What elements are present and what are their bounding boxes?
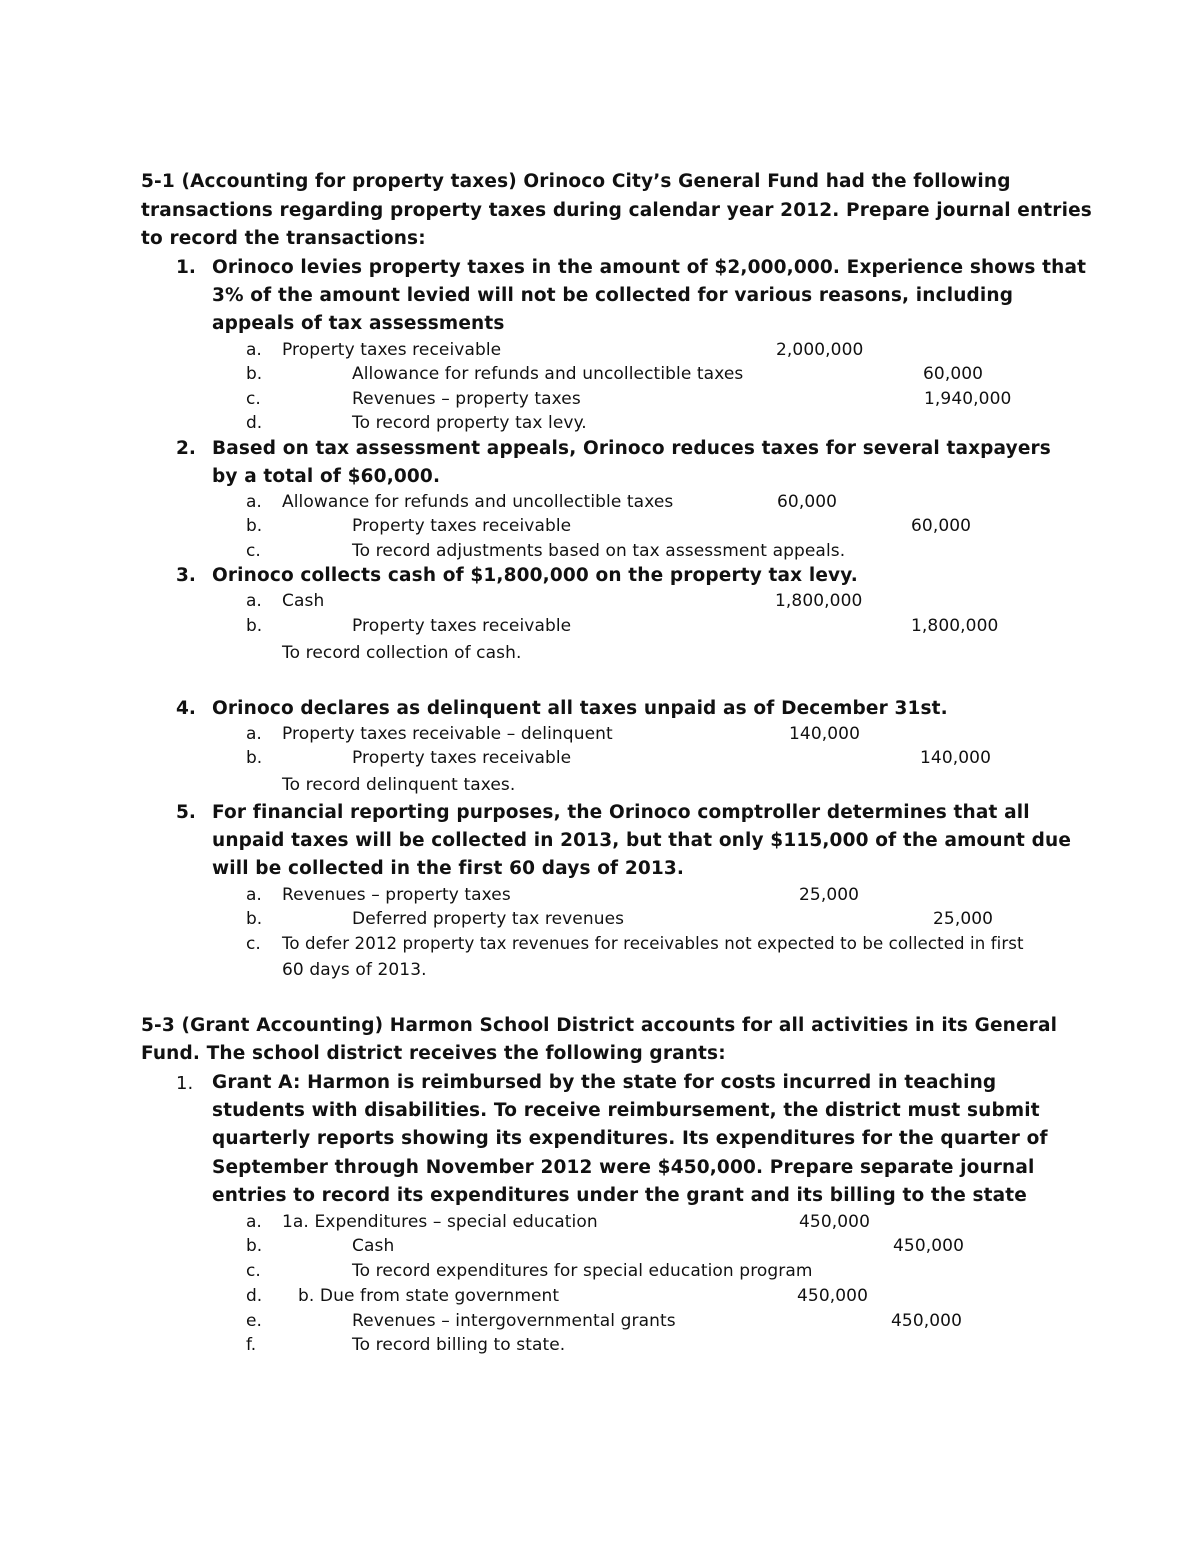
entry-account: Property taxes receivable <box>352 748 572 768</box>
item-number: 1. <box>176 257 196 278</box>
item-text-line: Orinoco declares as delinquent all taxes unpaid as of December 31st. <box>212 698 948 719</box>
item-text-line: 3% of the amount levied will not be collected for various reasons, including <box>212 285 1014 306</box>
entry-account: 1a. Expenditures – special education <box>282 1212 598 1232</box>
entry-marker: d. <box>246 413 263 433</box>
entry-marker: c. <box>246 541 261 561</box>
entry-credit: 60,000 <box>923 364 984 384</box>
item-text-line: For financial reporting purposes, the Orinoco comptroller determines that all <box>212 802 1030 823</box>
item-text-line: Based on tax assessment appeals, Orinoco reduces taxes for several taxpayers <box>212 438 1051 459</box>
entry-debit: 60,000 <box>777 492 838 512</box>
entry-credit: 60,000 <box>911 516 972 536</box>
entry-credit: 25,000 <box>933 909 994 929</box>
entry-explanation: To record adjustments based on tax assessment appeals. <box>352 541 846 561</box>
entry-credit: 1,940,000 <box>924 389 1012 409</box>
entry-marker: a. <box>246 591 262 611</box>
item-text-line: appeals of tax assessments <box>212 313 505 334</box>
entry-account: Deferred property tax revenues <box>352 909 625 929</box>
entry-debit: 450,000 <box>797 1286 868 1306</box>
problem-5-1-heading-line-3: to record the transactions: <box>141 228 426 249</box>
problem-5-1-heading-line-1: 5-1 (Accounting for property taxes) Orinoco City’s General Fund had the following <box>141 171 1011 192</box>
item-text-line: by a total of $60,000. <box>212 466 441 487</box>
item-number: 2. <box>176 438 196 459</box>
item-text-line: Orinoco levies property taxes in the amount of $2,000,000. Experience shows that <box>212 257 1087 278</box>
entry-account: Property taxes receivable <box>352 516 572 536</box>
item-number: 4. <box>176 698 196 719</box>
item-text-line: September through November 2012 were $450,000. Prepare separate journal <box>212 1157 1035 1178</box>
entry-account: b. Due from state government <box>298 1286 560 1306</box>
entry-account: Revenues – property taxes <box>352 389 581 409</box>
item-number: 3. <box>176 565 196 586</box>
entry-marker: b. <box>246 1236 263 1256</box>
entry-marker: b. <box>246 364 263 384</box>
entry-account: Revenues – property taxes <box>282 885 511 905</box>
item-number: 1. <box>176 1073 194 1094</box>
entry-debit: 140,000 <box>789 724 860 744</box>
entry-marker: a. <box>246 885 262 905</box>
entry-explanation: To record delinquent taxes. <box>282 775 516 795</box>
entry-credit: 450,000 <box>891 1311 962 1331</box>
entry-marker: c. <box>246 1261 261 1281</box>
entry-account: Cash <box>352 1236 395 1256</box>
item-text-line: Grant A: Harmon is reimbursed by the state for costs incurred in teaching <box>212 1072 997 1093</box>
item-text-line: students with disabilities. To receive reimbursement, the district must submit <box>212 1100 1040 1121</box>
entry-credit: 1,800,000 <box>911 616 999 636</box>
entry-credit: 450,000 <box>893 1236 964 1256</box>
entry-marker: a. <box>246 340 262 360</box>
entry-marker: b. <box>246 748 263 768</box>
item-text-line: quarterly reports showing its expenditures. Its expenditures for the quarter of <box>212 1128 1048 1149</box>
entry-marker: a. <box>246 1212 262 1232</box>
item-text-line: entries to record its expenditures under the grant and its billing to the state <box>212 1185 1027 1206</box>
entry-marker: c. <box>246 934 261 954</box>
entry-explanation: To record collection of cash. <box>282 643 522 663</box>
entry-marker: d. <box>246 1286 263 1306</box>
entry-marker: b. <box>246 616 263 636</box>
entry-marker: a. <box>246 492 262 512</box>
item-number: 5. <box>176 802 196 823</box>
entry-marker: f. <box>246 1335 257 1355</box>
entry-explanation: To record expenditures for special education program <box>352 1261 813 1281</box>
entry-explanation: To defer 2012 property tax revenues for receivables not expected to be collected in first <box>282 934 1024 953</box>
problem-5-3-heading-line-1: 5-3 (Grant Accounting) Harmon School District accounts for all activities in its General <box>141 1015 1058 1036</box>
entry-marker: e. <box>246 1311 262 1331</box>
entry-credit: 140,000 <box>920 748 991 768</box>
problem-5-1-heading-line-2: transactions regarding property taxes during calendar year 2012. Prepare journal entries <box>141 200 1092 221</box>
entry-marker: b. <box>246 909 263 929</box>
entry-debit: 1,800,000 <box>775 591 863 611</box>
entry-account: Cash <box>282 591 325 611</box>
entry-explanation-continuation: 60 days of 2013. <box>282 960 427 980</box>
entry-account: Property taxes receivable <box>282 340 502 360</box>
entry-debit: 25,000 <box>799 885 860 905</box>
entry-explanation: To record property tax levy. <box>352 413 587 433</box>
entry-account: Allowance for refunds and uncollectible taxes <box>352 364 744 384</box>
entry-account: Property taxes receivable – delinquent <box>282 724 613 744</box>
entry-account: Property taxes receivable <box>352 616 572 636</box>
entry-marker: a. <box>246 724 262 744</box>
item-text-line: Orinoco collects cash of $1,800,000 on the property tax levy. <box>212 565 858 586</box>
entry-explanation: To record billing to state. <box>352 1335 566 1355</box>
entry-marker: c. <box>246 389 261 409</box>
entry-debit: 450,000 <box>799 1212 870 1232</box>
item-text-line: will be collected in the first 60 days of 2013. <box>212 858 685 879</box>
problem-5-3-heading-line-2: Fund. The school district receives the following grants: <box>141 1043 726 1064</box>
item-text-line: unpaid taxes will be collected in 2013, but that only $115,000 of the amount due <box>212 830 1072 851</box>
entry-account: Allowance for refunds and uncollectible taxes <box>282 492 674 512</box>
entry-account: Revenues – intergovernmental grants <box>352 1311 676 1331</box>
entry-debit: 2,000,000 <box>776 340 864 360</box>
entry-marker: b. <box>246 516 263 536</box>
